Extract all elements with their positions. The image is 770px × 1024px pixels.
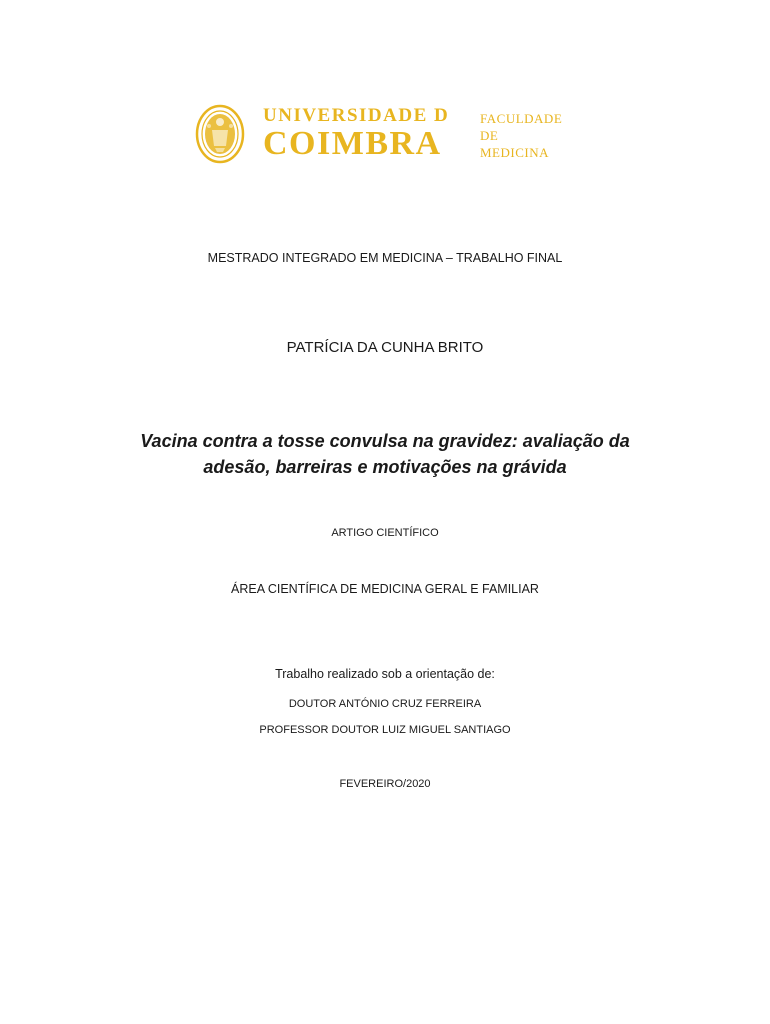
document-title [0, 428, 770, 480]
title-line1: Vacina contra a tosse convulsa na gravidez: avaliação da [140, 431, 630, 451]
faculty-name [480, 110, 562, 161]
submission-date: FEVEREIRO/2020 [339, 778, 431, 790]
course-heading: MESTRADO INTEGRADO EM MEDICINA – TRABALHO FINAL [207, 251, 563, 265]
document-type: ARTIGO CIENTÍFICO [331, 527, 439, 539]
faculty-line1: FACULDADE [480, 111, 563, 126]
faculty-line3: MEDICINA [480, 145, 549, 160]
university-name-line1: UNIVERSIDADE D [263, 105, 450, 126]
supervision-label: Trabalho realizado sob a orientação de: [275, 667, 495, 681]
author-name: PATRÍCIA DA CUNHA BRITO [286, 339, 484, 356]
title-line2: adesão, barreiras e motivações na grávida [203, 457, 567, 477]
advisor-secondary: PROFESSOR DOUTOR LUIZ MIGUEL SANTIAGO [259, 724, 511, 736]
university-logo [195, 104, 575, 166]
scientific-area: ÁREA CIENTÍFICA DE MEDICINA GERAL E FAMILIAR [231, 582, 539, 596]
university-name-line2: COIMBRA [263, 125, 442, 162]
advisor-primary: DOUTOR ANTÓNIO CRUZ FERREIRA [288, 698, 482, 710]
faculty-line2: DE [480, 128, 499, 143]
university-name [263, 106, 449, 161]
university-seal-icon [195, 104, 245, 164]
